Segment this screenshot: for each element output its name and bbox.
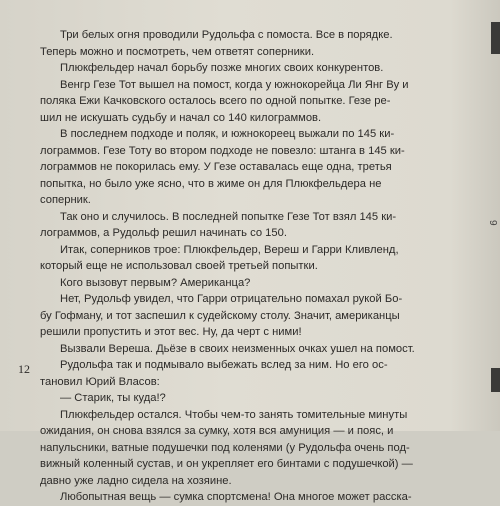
paragraph [40,407,472,490]
paragraph [40,489,472,506]
text-line: попытка, но было уже ясно, что в жиме он для Плюкфельдера не [40,177,382,190]
body-text [40,27,472,506]
text-line: Рудольфа так и подмывало выбежать вслед за ним. Но его ос- [60,359,388,371]
text-line: — Старик, ты куда!? [60,392,166,404]
text-line: вижный коленный сустав, и он укрепляет его бинтами с подушечкой) — [40,458,413,470]
text-line: давно уже ладно сидела на хозяине. [40,474,232,487]
text-line: Кого вызовут первым? Американца? [60,276,251,289]
text-line: тановил Юрий Власов: [40,375,160,388]
paragraph [40,77,472,127]
text-line: Так оно и случилось. В последней попытке Гезе Тот взял 145 ки- [60,210,397,223]
text-line: Любопытная вещь — сумка спортсмена! Она многое может расска- [60,491,412,503]
binding-tab-top [491,22,500,54]
text-line: бу Гофману, и тот заспешил к судейскому столу. Значит, американцы [40,309,400,322]
text-line: Нет, Рудольф увидел, что Гарри отрицательно помахал рукой Бо- [60,293,403,305]
text-line: лограммов не покорилась ему. У Гезе оставалась еще одна, третья [40,161,392,173]
text-line: Венгр Гезе Тот вышел на помост, когда у южнокорейца Ли Янг Ву и [60,78,409,91]
text-line: Теперь можно и посмотреть, чем ответят соперники. [40,45,315,58]
edge-mark: 9 [487,220,498,226]
paragraph [40,126,472,209]
text-line: Итак, соперников трое: Плюкфельдер, Вереш и Гарри Кливленд, [60,243,399,256]
text-line: напульсники, ватные подушечки под коленями (у Рудольфа очень под- [40,441,410,454]
text-line: В последнем подходе и поляк, и южнокореец выжали по 145 ки- [60,128,395,140]
paragraph [40,60,472,77]
text-line: соперник. [40,194,91,206]
paragraph [40,27,472,60]
paragraph [40,275,472,292]
paragraph [40,390,472,407]
page-number: 12 [18,362,30,376]
text-line: решили пропустить и этот вес. Ну, да черт с ними! [40,326,302,338]
text-line: шил не искушать судьбу и начал со 140 килограммов. [40,111,322,124]
text-line: Три белых огня проводили Рудольфа с помоста. Все в порядке. [60,29,393,41]
text-line: Плюкфельдер остался. Чтобы чем-то занять томительные минуты [60,408,408,421]
text-line: поляка Ежи Качковского осталось всего по одной попытке. Гезе ре- [40,95,391,107]
paragraph [40,341,472,358]
text-line: ожидания, он снова взялся за сумку, хотя вся амуниция — и пояс, и [40,425,394,437]
paragraph [40,357,472,390]
text-line: лограммов, а Рудольф решил начинать со 150. [40,227,287,239]
text-line: Плюкфельдер начал борьбу позже многих своих конкурентов. [60,62,384,74]
paragraph [40,242,472,275]
binding-tab-bottom [491,368,500,392]
text-line: который еще не использовал своей третьей попытки. [40,260,318,272]
paragraph [40,209,472,242]
text-line: лограммов. Гезе Тоту во втором подходе не повезло: штанга в 145 ки- [40,144,405,157]
text-line: Вызвали Вереша. Дьёзе в своих неизменных очках ушел на помост. [60,342,415,355]
paragraph [40,291,472,341]
